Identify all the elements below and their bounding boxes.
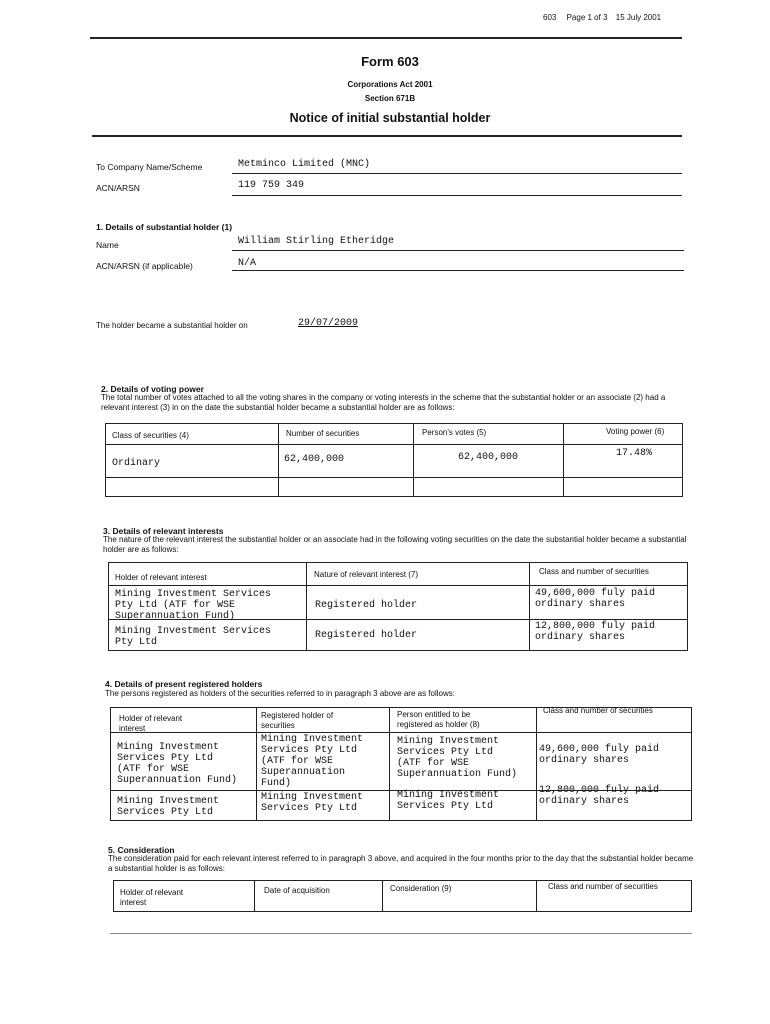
ri-row1-holder: Mining Investment Services Pty Ltd (ATF for WSE Superannuation Fund) [115, 589, 272, 622]
rh-col-registered: Registered holder of securities [261, 711, 334, 730]
ri-row2-holder: Mining Investment Services Pty Ltd [115, 626, 272, 648]
vp-col-class: Class of securities (4) [112, 431, 189, 440]
holder-name-label: Name [96, 240, 119, 250]
section2-heading: 2. Details of voting power [101, 384, 204, 394]
form-title: Form 603 [361, 54, 419, 69]
header-date: 15 July 2001 [615, 13, 662, 22]
rh-row1-holder: Mining Investment Services Pty Ltd (ATF for WSE Superannuation Fund) [117, 742, 238, 786]
company-value: Metminco Limited (MNC) [238, 159, 371, 170]
section-ref: Section 671B [364, 94, 416, 103]
rh-col-securities: Class and number of securities [543, 706, 653, 715]
holder-acn-value: N/A [238, 258, 257, 269]
ri-col-securities: Class and number of securities [539, 567, 649, 576]
cn-col-consideration: Consideration (9) [390, 884, 452, 893]
vp-votes-value: 62,400,000 [458, 452, 519, 463]
act-name: Corporations Act 2001 [347, 80, 433, 89]
rh-row1-securities: 49,600,000 fuly paid ordinary shares [539, 744, 660, 766]
notice-title: Notice of initial substantial holder [289, 111, 491, 125]
section5-heading: 5. Consideration [108, 845, 175, 855]
page-header [543, 13, 661, 22]
section2-text: The total number of votes attached to all the voting shares in the company or voting interests in the scheme that the substantial holder or an associate (2) had a relevant interest (3) in on the date the substantial holder became a substantial holder are as follows: [101, 393, 666, 412]
section3-text: The nature of the relevant interest the substantial holder or an associate had in the following voting securities on the date the substantial holder became a substantial holder are as follows: [103, 535, 687, 554]
rh-col-holder: Holder of relevant interest [119, 714, 183, 733]
rh-row2-holder: Mining Investment Services Pty Ltd [117, 796, 220, 818]
ri-row1-nature: Registered holder [315, 600, 418, 611]
vp-col-number: Number of securities [286, 429, 360, 438]
relevant-interests-table [108, 562, 688, 651]
section4-heading: 4. Details of present registered holders [105, 679, 263, 689]
rh-row2-securities: 12,800,000 fuly paid ordinary shares [539, 785, 660, 807]
acn-value: 119 759 349 [238, 180, 305, 191]
acn-line [232, 195, 682, 196]
rh-row1-registered: Mining Investment Services Pty Ltd (ATF for WSE Superannuation Fund) [261, 734, 364, 789]
ri-col-holder: Holder of relevant interest [115, 573, 207, 582]
ri-col-nature: Nature of relevant interest (7) [314, 570, 419, 579]
section3-heading: 3. Details of relevant interests [103, 526, 224, 536]
ri-row1-securities: 49,600,000 fuly paid ordinary shares [535, 588, 656, 610]
ri-row2-securities: 12,800,000 fuly paid ordinary shares [535, 621, 656, 643]
rh-row2-entitled: Mining Investment Services Pty Ltd [397, 790, 500, 812]
rh-row1-entitled: Mining Investment Services Pty Ltd (ATF for WSE Superannuation Fund) [397, 736, 518, 780]
cn-col-securities: Class and number of securities [548, 882, 658, 891]
holder-name-value: William Stirling Etheridge [238, 236, 395, 247]
acn-label: ACN/ARSN [96, 183, 140, 193]
company-label: To Company Name/Scheme [96, 162, 203, 172]
holder-name-line [232, 250, 684, 251]
cn-col-holder: Holder of relevant interest [120, 888, 184, 907]
page-info: Page 1 of 3 [566, 13, 608, 22]
holder-acn-label: ACN/ARSN (if applicable) [96, 261, 193, 271]
vp-col-power: Voting power (6) [606, 427, 665, 436]
vp-class-value: Ordinary [112, 458, 161, 469]
voting-power-table [105, 423, 683, 497]
ri-row2-nature: Registered holder [315, 630, 418, 641]
vp-col-votes: Person's votes (5) [422, 428, 487, 437]
registered-holders-table [110, 707, 692, 821]
section5-text: The consideration paid for each relevant interest referred to in paragraph 3 above, and acquired in the four months prior to the day that the substantial holder became a substantial holder is as follows: [108, 854, 694, 873]
top-divider [90, 37, 682, 39]
consideration-table [113, 880, 692, 912]
vp-number-value: 62,400,000 [284, 454, 345, 465]
date-value: 29/07/2009 [298, 318, 359, 329]
rh-row2-registered: Mining Investment Services Pty Ltd [261, 792, 364, 814]
vp-power-value: 17.48% [616, 448, 653, 459]
holder-acn-line [232, 270, 684, 271]
form-ref: 603 [543, 13, 557, 22]
date-label: The holder became a substantial holder on [96, 321, 248, 330]
rh-col-entitled: Person entitled to be registered as holder (8) [397, 710, 480, 729]
consideration-bottom-line [110, 933, 692, 934]
section1-heading: 1. Details of substantial holder (1) [96, 222, 233, 232]
title-divider [92, 135, 682, 137]
cn-col-date: Date of acquisition [264, 886, 330, 895]
section4-text: The persons registered as holders of the securities referred to in paragraph 3 above are as follows: [105, 689, 455, 698]
company-line [232, 173, 682, 174]
